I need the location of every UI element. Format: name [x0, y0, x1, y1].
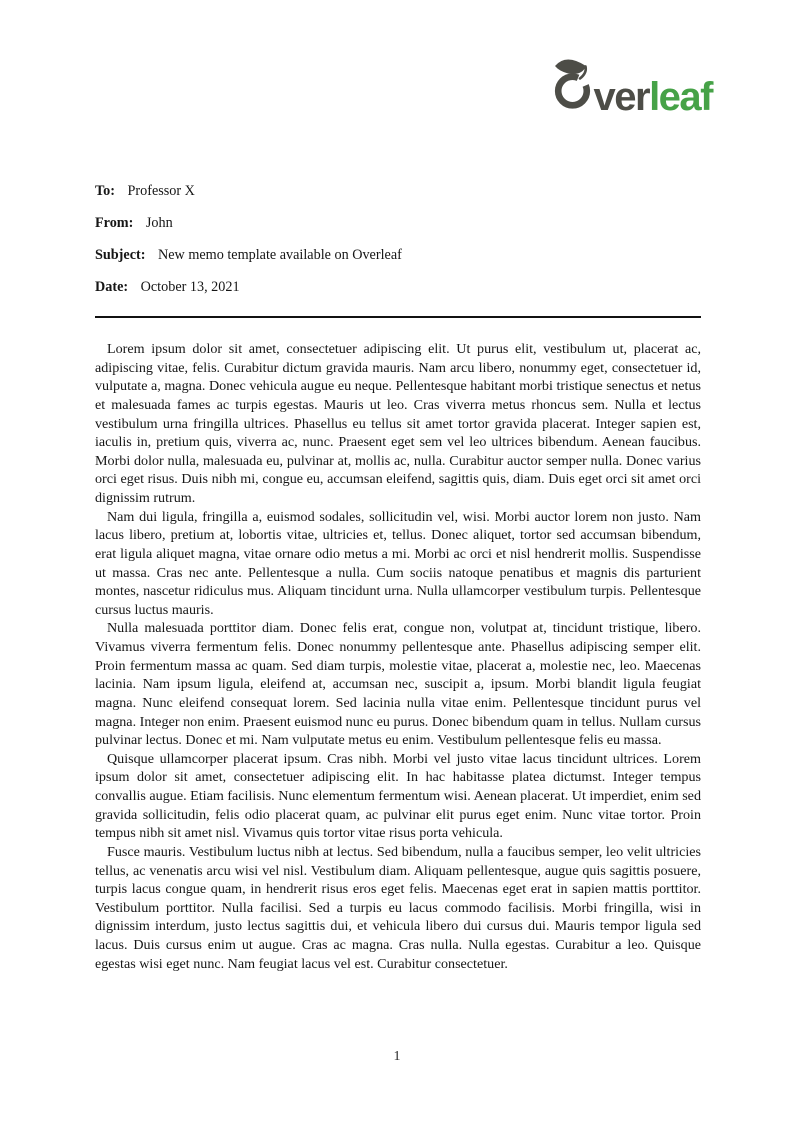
- page-number: 1: [393, 1049, 401, 1064]
- memo-paragraph-1: Lorem ipsum dolor sit amet, consectetuer adipiscing elit. Ut purus elit, vestibulum ut, placerat ac, adipiscing vitae, felis. Curabitur dictum gravida mauris. Nam arcu libero, nonummy eget, consectetuer id, vulputate a, magna. Donec vehicula augue eu neque. Pellentesque habitant morbi tristique senectus et netus et malesuada fames ac turpis egestas. Mauris ut leo. Cras viverra metus rhoncus sem. Nulla et lectus vestibulum urna fringilla ultrices. Phasellus eu tellus sit amet tortor gravida placerat. Integer sapien est, iaculis in, pretium quis, viverra ac, nunc. Praesent eget sem vel leo ultrices bibendum. Aenean faucibus. Morbi dolor nulla, malesuada eu, pulvinar at, mollis ac, nulla. Curabitur auctor semper nulla. Donec varius orci eget risus. Duis nibh mi, congue eu, accumsan eleifend, sagittis quis, diam. Duis eget orci sit amet orci dignissim rutrum.: [95, 341, 701, 506]
- header-divider-rule: [95, 316, 701, 318]
- field-to: [95, 182, 700, 201]
- overleaf-o-leaf-icon: [553, 57, 593, 109]
- logo-text-gray: ver: [593, 75, 650, 119]
- field-to-label: To:: [95, 183, 115, 199]
- field-date: [95, 278, 700, 297]
- field-subject-value: New memo template available on Overleaf: [158, 247, 402, 263]
- memo-header: [95, 182, 700, 297]
- memo-paragraph-3: Nulla malesuada porttitor diam. Donec felis erat, congue non, volutpat at, tincidunt tristique, libero. Vivamus viverra fermentum felis. Donec nonummy pellentesque ante. Phasellus adipiscing semper elit. Proin fermentum massa ac quam. Sed diam turpis, molestie vitae, placerat a, molestie nec, leo. Maecenas lacinia. Nam ipsum ligula, eleifend at, accumsan nec, suscipit a, ipsum. Morbi blandit ligula feugiat magna. Nunc eleifend consequat lorem. Sed lacinia nulla vitae enim. Pellentesque tincidunt purus vel magna. Integer non enim. Praesent euismod nunc eu purus. Donec bibendum quam in tellus. Nullam cursus pulvinar lectus. Donec et mi. Nam vulputate metus eu enim. Vestibulum pellentesque felis eu massa.: [95, 620, 701, 749]
- logo-text-green: leaf: [649, 75, 712, 119]
- memo-paragraph-2: Nam dui ligula, fringilla a, euismod sodales, sollicitudin vel, wisi. Morbi auctor lorem non justo. Nam lacus libero, pretium at, lobortis vitae, ultricies et, tellus. Donec aliquet, tortor sed accumsan bibendum, erat ligula aliquet magna, vitae ornare odio metus a mi. Morbi ac orci et nisl hendrerit mollis. Suspendisse ut massa. Cras nec ante. Pellentesque a nulla. Cum sociis natoque penatibus et magnis dis parturient montes, nascetur ridiculus mus. Aliquam tincidunt urna. Nulla ullamcorper vestibulum turpis. Pellentesque cursus luctus mauris.: [95, 508, 701, 618]
- field-from: [95, 214, 700, 233]
- field-subject-label: Subject:: [95, 247, 146, 263]
- memo-paragraph-4: Quisque ullamcorper placerat ipsum. Cras nibh. Morbi vel justo vitae lacus tincidunt ultrices. Lorem ipsum dolor sit amet, consectetuer adipiscing elit. In hac habitasse platea dictumst. Integer tempus convallis augue. Etiam facilisis. Nunc elementum fermentum wisi. Aenean placerat. Ut imperdiet, enim sed gravida sollicitudin, felis odio placerat quam, ac pulvinar elit purus eget enim. Nunc vitae tortor. Proin tempus nibh sit amet nisl. Vivamus quis tortor vitae risus porta vehicula.: [95, 750, 701, 842]
- field-from-value: John: [145, 215, 173, 231]
- overleaf-logo: [553, 57, 713, 119]
- memo-paragraph-5: Fusce mauris. Vestibulum luctus nibh at lectus. Sed bibendum, nulla a faucibus semper, leo velit ultricies tellus, ac venenatis arcu wisi vel nisl. Vestibulum diam. Aliquam pellentesque, augue quis sagittis posuere, turpis lacus congue quam, in hendrerit risus eros eget felis. Maecenas eget erat in sapien mattis porttitor. Vestibulum porttitor. Nulla facilisi. Sed a turpis eu lacus commodo facilisis. Morbi fringilla, wisi in dignissim interdum, justo lectus sagittis dui, et vehicula libero dui cursus dui. Mauris tempor ligula sed lacus. Duis cursus enim ut augue. Cras ac magna. Cras nulla. Nulla egestas. Curabitur a leo. Quisque egestas wisi eget nunc. Nam feugiat lacus vel est. Curabitur consectetuer.: [95, 843, 701, 972]
- field-subject: [95, 246, 700, 265]
- field-to-value: Professor X: [127, 183, 195, 199]
- field-date-value: October 13, 2021: [140, 279, 240, 295]
- field-date-label: Date:: [95, 279, 129, 295]
- memo-body: [95, 340, 701, 973]
- field-from-label: From:: [95, 215, 134, 231]
